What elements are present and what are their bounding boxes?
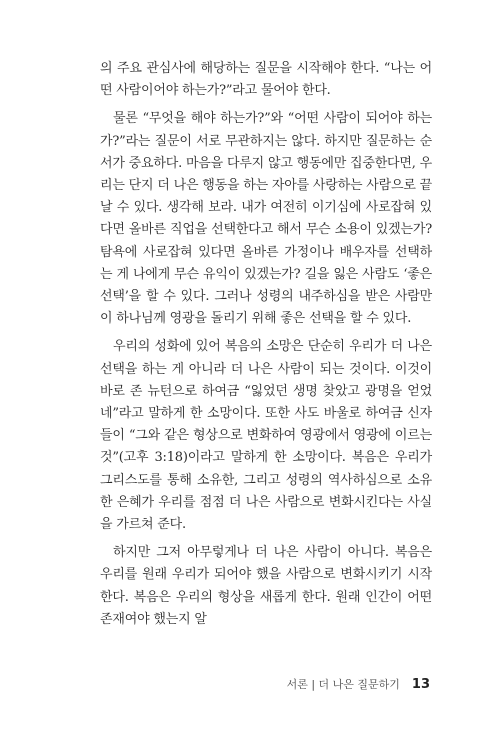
- running-footer-section: 서론 | 더 나은 질문하기: [286, 678, 400, 691]
- page-footer: [287, 676, 430, 692]
- body-text: [100, 58, 432, 637]
- paragraph-continued: 의 주요 관심사에 해당하는 질문을 시작해야 한다. “나는 어떤 사람이어야 하는가?”라고 물어야 한다.: [100, 61, 432, 99]
- paragraph: 하지만 그저 아무렇게나 더 나은 사람이 아니다. 복음은 우리를 원래 우리가 되어야 했을 사람으로 변화시키기 시작한다. 복음은 우리의 형상을 새롭게 한다. 원래 인간이 어떤 존재여야 했는지 알: [100, 545, 432, 627]
- page-number: 13: [411, 677, 430, 692]
- paragraph: 물론 “무엇을 해야 하는가?”와 “어떤 사람이 되어야 하는가?”라는 질문이 서로 무관하지는 않다. 하지만 질문하는 순서가 중요하다. 마음을 다루지 않고 행동에만 집중한다면, 우리는 단지 더 나은 행동을 하는 자아를 사랑하는 사람으로 끝날 수 있다. 생각해 보라. 내가 여전히 이기심에 사로잡혀 있다면 올바른 직업을 선택한다고 해서 무슨 소용이 있겠는가? 탐욕에 사로잡혀 있다면 올바른 가정이나 배우자를 선택하는 게 나에게 무슨 유익이 있겠는가? 길을 잃은 사람도 ‘좋은 선택’을 할 수 있다. 그러나 성령의 내주하심을 받은 사람만이 하나님께 영광을 돌리기 위해 좋은 선택을 할 수 있다.: [100, 111, 432, 327]
- paragraph: 우리의 성화에 있어 복음의 소망은 단순히 우리가 더 나은 선택을 하는 게 아니라 더 나은 사람이 되는 것이다. 이것이 바로 존 뉴턴으로 하여금 “잃었던 생명 찾았고 광명을 얻었네”라고 말하게 한 소망이다. 또한 사도 바울로 하여금 신자들이 “그와 같은 형상으로 변화하여 영광에서 영광에 이르는 것”(고후 3:18)이라고 말하게 한 소망이다. 복음은 우리가 그리스도를 통해 소유한, 그리고 성령의 역사하심으로 소유한 은혜가 우리를 점점 더 나은 사람으로 변화시킨다는 사실을 가르쳐 준다.: [100, 339, 432, 533]
